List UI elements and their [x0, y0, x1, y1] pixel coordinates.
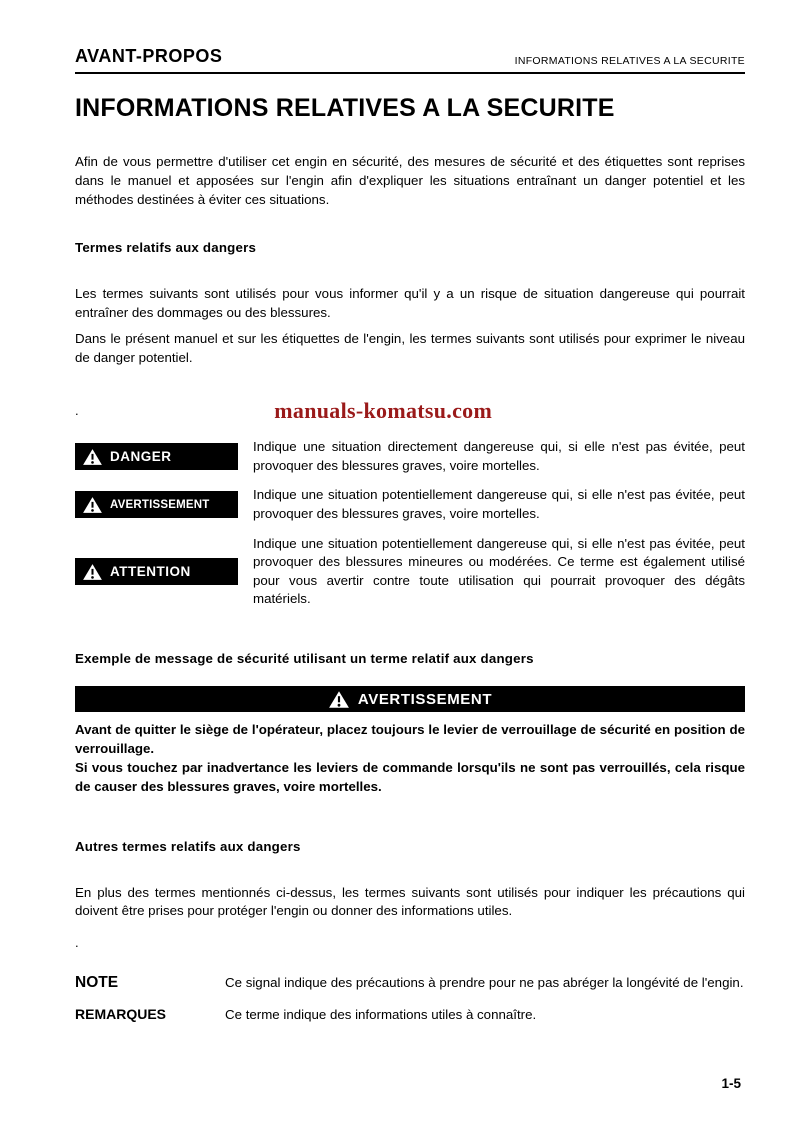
- danger-levels: [75, 438, 745, 609]
- danger-level-row: [75, 438, 745, 475]
- stray-dot: .: [75, 935, 79, 951]
- watermark-row: [75, 394, 745, 424]
- danger-label-box: [75, 491, 238, 518]
- danger-label-box: [75, 443, 238, 470]
- warning-triangle-icon: [328, 690, 350, 709]
- danger-label-text: ATTENTION: [110, 564, 191, 580]
- danger-label-text: AVERTISSEMENT: [110, 498, 210, 511]
- danger-label-text: DANGER: [110, 449, 172, 465]
- terms-paragraph-1: Les termes suivants sont utilisés pour vous informer qu'il y a un risque de situation dangereuse qui pourrait entraîner des dommages ou des blessures.: [75, 285, 745, 320]
- terms-paragraph-2: Dans le présent manuel et sur les étiquettes de l'engin, les termes suivants sont utilisés pour exprimer le niveau de danger potentiel.: [75, 331, 745, 366]
- banner-label: AVERTISSEMENT: [357, 690, 493, 708]
- note-text: Ce signal indique des précautions à prendre pour ne pas abréger la longévité de l'engin.: [225, 975, 744, 991]
- warning-triangle-icon: [82, 448, 103, 466]
- danger-description: Indique une situation directement dangereuse qui, si elle n'est pas évitée, peut provoquer des blessures graves, voire mortelles.: [253, 439, 745, 473]
- header-section-title: INFORMATIONS RELATIVES A LA SECURITE: [514, 55, 745, 67]
- danger-level-row: [75, 486, 745, 523]
- example-paragraph-2: Si vous touchez par inadvertance les leviers de commande lorsqu'ils ne sont pas verrouillés, cela risque de causer des blessures graves, voire mortelles.: [75, 759, 745, 794]
- stray-dot: .: [75, 403, 79, 419]
- note-row: [75, 974, 745, 993]
- danger-label-box: [75, 558, 238, 585]
- chapter-heading: AVANT-PROPOS: [75, 46, 223, 66]
- page-header: [75, 46, 745, 74]
- danger-description: Indique une situation potentiellement dangereuse qui, si elle n'est pas évitée, peut provoquer des blessures graves, voire mortelles.: [253, 487, 745, 521]
- danger-level-row: [75, 535, 745, 609]
- remarks-text: Ce terme indique des informations utiles à connaître.: [225, 1007, 537, 1023]
- danger-description: Indique une situation potentiellement dangereuse qui, si elle n'est pas évitée, peut provoquer des blessures mineures ou modérées. Ce terme est également utilisé pour vous avertir contre toute utilisation qui pourrait provoquer des dégâts matériels.: [253, 535, 745, 607]
- example-heading: Exemple de message de sécurité utilisant un terme relatif aux dangers: [75, 651, 534, 666]
- other-terms-paragraph: En plus des termes mentionnés ci-dessus, les termes suivants sont utilisés pour indiquer les précautions qui doivent être prises pour protéger l'engin ou donner des informations utiles.: [75, 884, 745, 919]
- watermark: manuals-komatsu.com: [274, 398, 493, 424]
- example-paragraph-1: Avant de quitter le siège de l'opérateur, placez toujours le levier de verrouillage de sécurité en position de verrouillage.: [75, 722, 745, 756]
- warning-triangle-icon: [82, 563, 103, 581]
- intro-paragraph: Afin de vous permettre d'utiliser cet engin en sécurité, des mesures de sécurité et des étiquettes sont reprises dans le manuel et apposées sur l'engin afin d'expliquer les situations entraînant un danger potentiel et les méthodes destinées à éviter ces situations.: [75, 154, 745, 207]
- page-title: INFORMATIONS RELATIVES A LA SECURITE: [75, 94, 615, 122]
- remarks-label: REMARQUES: [75, 1006, 167, 1023]
- warning-triangle-icon: [82, 496, 103, 514]
- warning-banner: [75, 686, 745, 712]
- terms-heading: Termes relatifs aux dangers: [75, 239, 257, 255]
- note-row: [75, 1006, 745, 1025]
- other-terms-heading: Autres termes relatifs aux dangers: [75, 838, 301, 854]
- example-body: [75, 721, 745, 797]
- note-label: NOTE: [75, 974, 119, 992]
- page-number: 1-5: [721, 1076, 741, 1091]
